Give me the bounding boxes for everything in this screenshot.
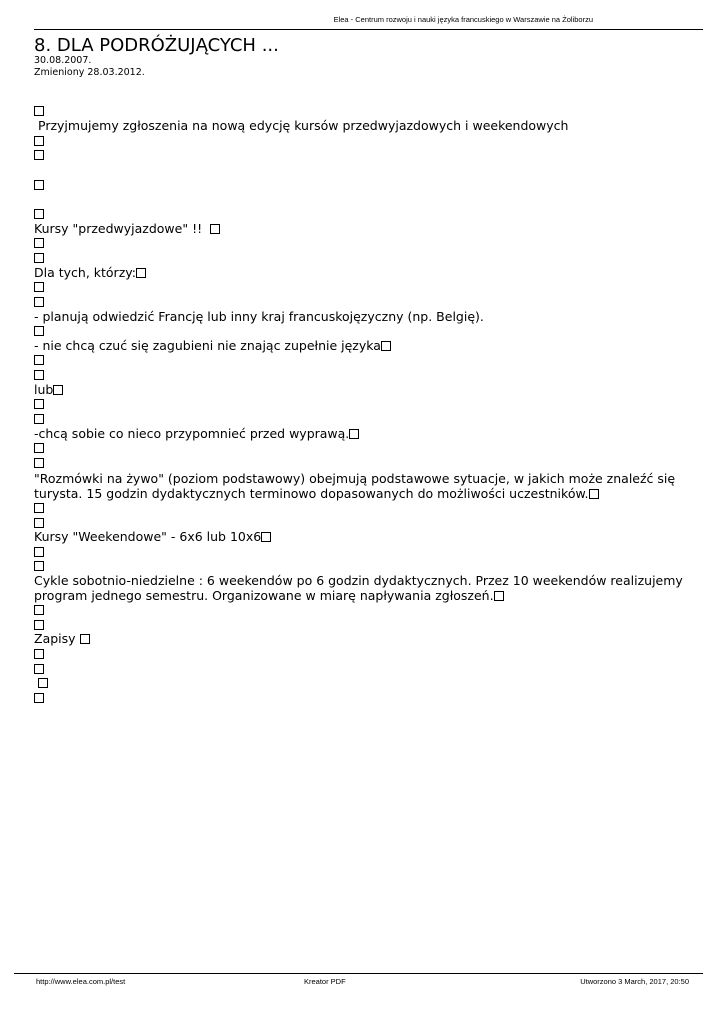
placeholder-glyph-row [34, 500, 44, 515]
modified-date: Zmieniony 28.03.2012. [34, 67, 145, 78]
missing-glyph-box [34, 620, 44, 630]
lub-line [34, 382, 63, 397]
placeholder-glyph-row [34, 177, 44, 192]
missing-glyph-box [136, 268, 146, 278]
placeholder-glyph-row [34, 147, 44, 162]
placeholder-glyph-row [34, 690, 44, 705]
missing-glyph-box [38, 678, 48, 688]
placeholder-glyph-row [34, 235, 44, 250]
missing-glyph-box [34, 649, 44, 659]
kursy-przedwyjazdowe-heading [34, 221, 220, 236]
placeholder-glyph-row [34, 558, 44, 573]
missing-glyph-box [34, 370, 44, 380]
intro-text: Przyjmujemy zgłoszenia na nową edycję kursów przedwyjazdowych i weekendowych [38, 118, 569, 133]
placeholder-glyph-row [34, 206, 44, 221]
article-title: 8. DLA PODRÓŻUJĄCYCH ... [34, 35, 279, 56]
missing-glyph-box [34, 399, 44, 409]
missing-glyph-box [53, 385, 63, 395]
placeholder-glyph-row [34, 515, 44, 530]
missing-glyph-box [381, 341, 391, 351]
placeholder-glyph-row [34, 367, 44, 382]
missing-glyph-box [34, 253, 44, 263]
point-language-text: - nie chcą czuć się zagubieni nie znając zupełnie języka [34, 338, 381, 353]
placeholder-glyph-row [34, 440, 44, 455]
missing-glyph-box [34, 180, 44, 190]
zapisy-text: Zapisy [34, 631, 76, 646]
missing-glyph-box [34, 282, 44, 292]
point-language-line [34, 338, 391, 353]
missing-glyph-box [34, 326, 44, 336]
placeholder-glyph-row [34, 323, 44, 338]
placeholder-glyph-row [34, 544, 44, 559]
placeholder-glyph-row [34, 396, 44, 411]
footer-url: http://www.elea.com.pl/test [36, 977, 126, 986]
footer-generator: Kreator PDF [304, 977, 346, 986]
placeholder-glyph-row [34, 294, 44, 309]
missing-glyph-box [34, 561, 44, 571]
missing-glyph-box [494, 591, 504, 601]
missing-glyph-box [34, 355, 44, 365]
missing-glyph-box [34, 209, 44, 219]
point-recall-line [34, 426, 359, 441]
placeholder-glyph-row [34, 661, 44, 676]
zapisy-line [34, 631, 90, 646]
missing-glyph-box [34, 136, 44, 146]
missing-glyph-box [34, 503, 44, 513]
missing-glyph-box [589, 489, 599, 499]
missing-glyph-box [34, 664, 44, 674]
missing-glyph-box [34, 518, 44, 528]
kursy-przedwyjazdowe-text: Kursy "przedwyjazdowe" !! [34, 221, 203, 236]
lub-text: lub [34, 382, 54, 397]
placeholder-glyph-row [34, 133, 44, 148]
missing-glyph-box [34, 414, 44, 424]
page-header [34, 14, 703, 30]
missing-glyph-box [34, 297, 44, 307]
rozmowki-line-2-text: turysta. 15 godzin dydaktycznych terminowo dopasowanych do możliwości uczestników. [34, 486, 589, 501]
missing-glyph-box [34, 150, 44, 160]
site-title: Elea - Centrum rozwoju i nauki języka francuskiego w Warszawie na Żoliborzu [333, 15, 593, 24]
missing-glyph-box [261, 532, 271, 542]
dla-tych-line [34, 265, 146, 280]
placeholder-glyph-row [34, 250, 44, 265]
placeholder-glyph-row [34, 617, 44, 632]
created-date: 30.08.2007. [34, 55, 92, 66]
placeholder-glyph-row [34, 646, 44, 661]
kursy-weekendowe-heading [34, 529, 271, 544]
point-recall-text: -chcą sobie co nieco przypomnieć przed wyprawą. [34, 426, 350, 441]
placeholder-glyph-row [34, 411, 44, 426]
cykle-line-2 [34, 588, 504, 603]
missing-glyph-box [34, 547, 44, 557]
cykle-line-1: Cykle sobotnio-niedzielne : 6 weekendów po 6 godzin dydaktycznych. Przez 10 weekendów realizujemy [34, 573, 683, 588]
missing-glyph-box [34, 605, 44, 615]
missing-glyph-box [34, 458, 44, 468]
placeholder-glyph-row [34, 352, 44, 367]
placeholder-glyph-row [34, 602, 44, 617]
rozmowki-line-1: "Rozmówki na żywo" (poziom podstawowy) obejmują podstawowe sytuacje, w jakich może znaleźć się [34, 471, 676, 486]
missing-glyph-box [34, 693, 44, 703]
missing-glyph-box [34, 238, 44, 248]
placeholder-glyph-row [34, 279, 44, 294]
dla-tych-text: Dla tych, którzy: [34, 265, 136, 280]
page-footer [14, 973, 703, 988]
placeholder-glyph-row [38, 675, 48, 690]
missing-glyph-box [210, 224, 220, 234]
missing-glyph-box [34, 106, 44, 116]
missing-glyph-box [80, 634, 90, 644]
cykle-line-2-text: program jednego semestru. Organizowane w miarę napływania zgłoszeń. [34, 588, 494, 603]
rozmowki-line-2 [34, 486, 599, 501]
point-france: - planują odwiedzić Francję lub inny kraj francuskojęzyczny (np. Belgię). [34, 309, 484, 324]
placeholder-glyph-row [34, 455, 44, 470]
missing-glyph-box [34, 443, 44, 453]
kursy-weekendowe-text: Kursy "Weekendowe" - 6x6 lub 10x6 [34, 529, 262, 544]
footer-created-at: Utworzono 3 March, 2017, 20:50 [580, 977, 689, 986]
placeholder-glyph-row [34, 103, 44, 118]
missing-glyph-box [349, 429, 359, 439]
